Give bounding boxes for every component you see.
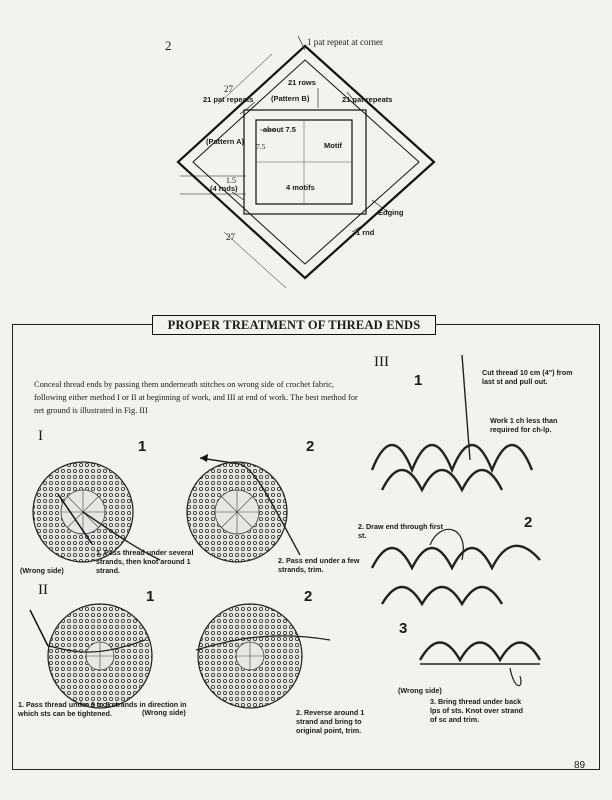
four-motifs-label: 4 motifs [286,183,315,192]
method3-step2-illustration [372,529,540,604]
method3-step1-number: 1 [414,372,423,389]
left-measure: 27 [224,84,233,94]
method2-step1-illustration [30,604,152,708]
method3-roman: III [374,354,389,370]
edging-label: Edging [378,208,404,217]
method1-roman: I [38,428,43,444]
inner-measure: 1.5 [226,176,236,185]
method3-work-note: Work 1 ch less than required for ch-lp. [490,416,558,434]
method1-note1: 1. Pass thread under several strands, then knot around 1 strand. [96,548,194,575]
method3-step3-illustration [420,643,540,686]
motif-label: Motif [324,141,342,150]
pattern-b-label: (Pattern B) [271,94,310,103]
method3-step2-number: 2 [524,514,533,531]
method2-roman: II [38,582,48,598]
right-repeats: 21 pat repeats [342,95,393,104]
page-number: 89 [574,760,586,771]
method2-note2: 2. Reverse around 1 strand and bring to original point, trim. [296,708,365,735]
method1-note2: 2. Pass end under a few strands, trim. [278,556,360,574]
about-label: about 7.5 [263,125,296,134]
method1-step2-illustration [187,454,300,562]
bottom-measure: 27 [226,232,235,242]
method2-step2-illustration [196,604,330,708]
one-round-label: 1 rnd [356,228,375,237]
section-title: PROPER TREATMENT OF THREAD ENDS [152,315,436,335]
method3-bring-note: 3. Bring thread under back lps of sts. Knot over strand of sc and trim. [430,697,524,724]
method3-step3-number: 3 [399,620,408,637]
pattern-a-label: (Pattern A) [206,137,245,146]
method3-cut-note: Cut thread 10 cm (4") from last st and pull out. [482,368,573,386]
method2-wrong-side: (Wrong side) [142,708,186,717]
corner-note: 1 pat repeat at corner [307,37,383,47]
figure-number: 2 [165,38,172,53]
method1-step1-illustration [33,462,160,562]
section-intro: Conceal thread ends by passing them underneath stitches on wrong side of crochet fabric, following either method I or II at beginning of work, and III at end of work. The best method for net ground is illustrated in Fig. III [34,380,358,415]
method2-note1: 1. Pass thread under 6 to 8 strands in direction in which sts can be tightened. [18,700,187,718]
rounds-label: (4 rnds) [210,184,238,193]
method1-wrong-side: (Wrong side) [20,566,64,575]
method3-draw-note: 2. Draw end through first st. [358,522,444,540]
method3-wrong-side: (Wrong side) [398,686,442,695]
method1-step2-number: 2 [306,438,315,455]
rows-label: 21 rows [288,78,316,87]
motif-size-label: 7.5 [256,142,266,151]
method2-step1-number: 1 [146,588,155,605]
left-repeats: 21 pat repeats [203,95,254,104]
method2-step2-number: 2 [304,588,313,605]
method1-step1-number: 1 [138,438,147,455]
